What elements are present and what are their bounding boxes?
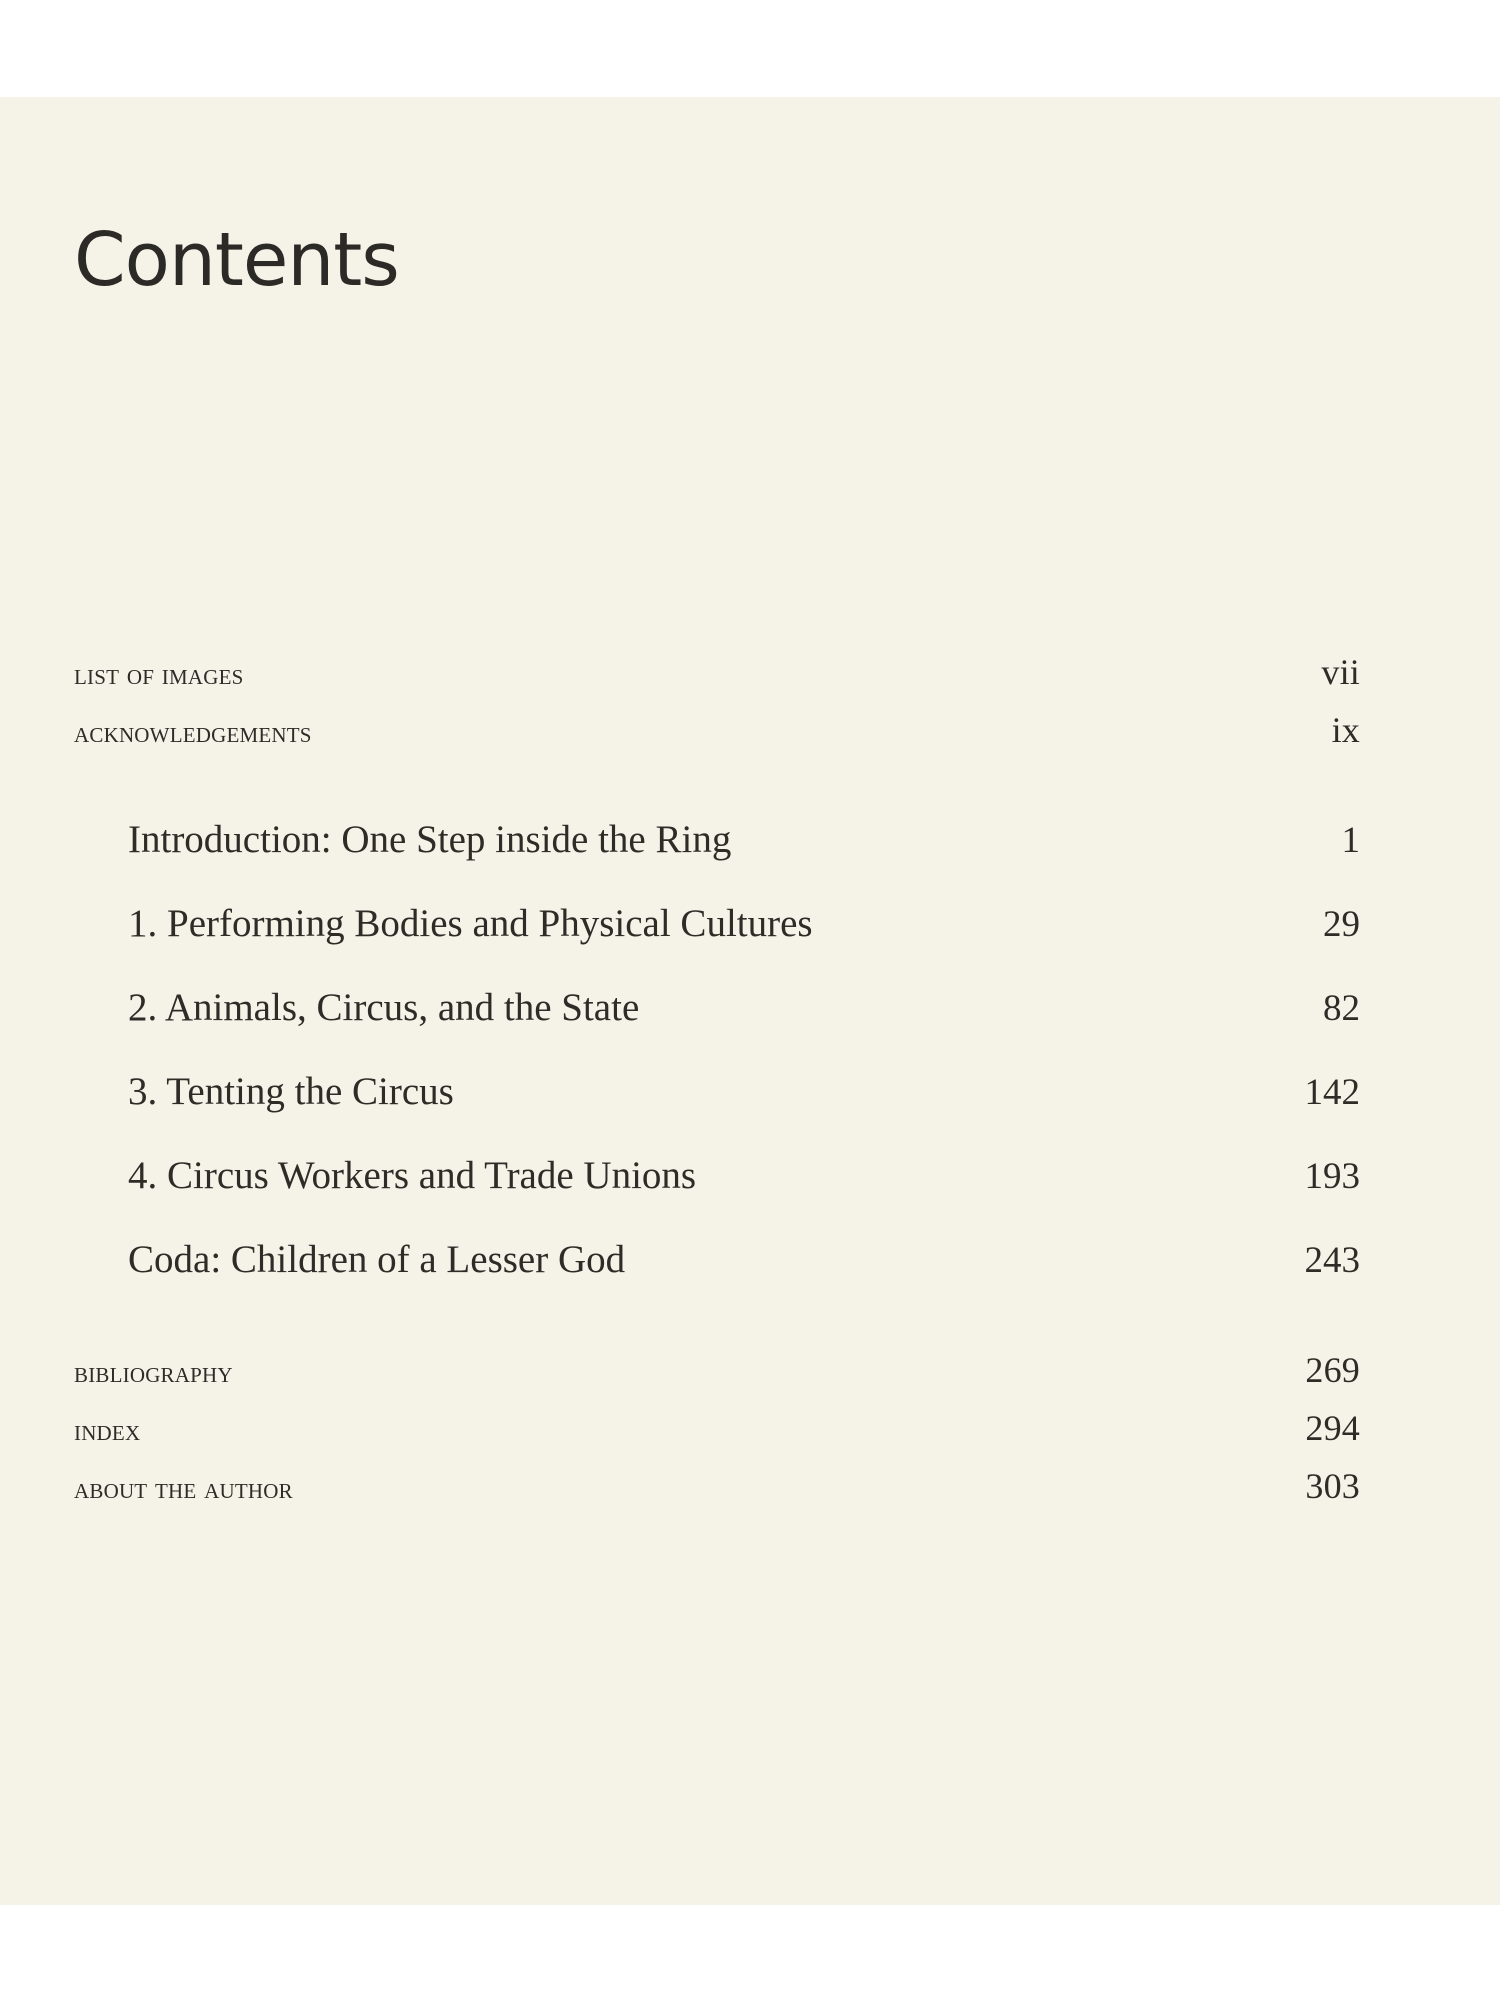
toc-entry-label: 4. Circus Workers and Trade Unions — [128, 1154, 697, 1197]
book-page — [0, 97, 1500, 1905]
toc-entry-label: Introduction: One Step inside the Ring — [128, 818, 732, 861]
toc-entry-page: 243 — [1304, 1240, 1360, 1281]
toc-entry-label: list of images — [74, 658, 244, 691]
toc-entry-page: 142 — [1304, 1072, 1360, 1113]
toc-entry-label: about the author — [74, 1472, 293, 1505]
toc-entry-label: 2. Animals, Circus, and the State — [128, 986, 640, 1029]
toc-entry-page: 82 — [1323, 988, 1360, 1029]
toc-entry-label: bibliography — [74, 1356, 233, 1389]
toc-entry-page: vii — [1321, 652, 1360, 692]
toc-entry-label: index — [74, 1414, 141, 1447]
toc-entry-page: 269 — [1305, 1350, 1360, 1390]
toc-entry-page: 1 — [1341, 820, 1360, 861]
table-of-contents — [74, 97, 1360, 1905]
toc-entry-chapter-4 — [74, 1153, 1360, 1198]
toc-entry-page: 29 — [1323, 904, 1360, 945]
page-title: Contents — [74, 217, 399, 303]
toc-entry-bibliography — [74, 1349, 1360, 1391]
toc-entry-label: Coda: Children of a Lesser God — [128, 1238, 626, 1281]
toc-entry-introduction — [74, 817, 1360, 862]
toc-entry-about-the-author — [74, 1465, 1360, 1507]
toc-entry-page: 294 — [1305, 1408, 1360, 1448]
toc-entry-chapter-1 — [74, 901, 1360, 946]
toc-entry-chapter-3 — [74, 1069, 1360, 1114]
toc-entry-acknowledgements — [74, 709, 1360, 751]
toc-entry-page: 303 — [1305, 1466, 1360, 1506]
toc-entry-coda — [74, 1237, 1360, 1282]
toc-entry-index — [74, 1407, 1360, 1449]
toc-entry-chapter-2 — [74, 985, 1360, 1030]
toc-entry-label: 3. Tenting the Circus — [128, 1070, 454, 1113]
toc-entry-page: ix — [1331, 710, 1360, 750]
toc-entry-list-of-images — [74, 651, 1360, 693]
toc-entry-page: 193 — [1304, 1156, 1360, 1197]
toc-entry-label: 1. Performing Bodies and Physical Cultures — [128, 902, 813, 945]
toc-entry-label: acknowledgements — [74, 716, 312, 749]
